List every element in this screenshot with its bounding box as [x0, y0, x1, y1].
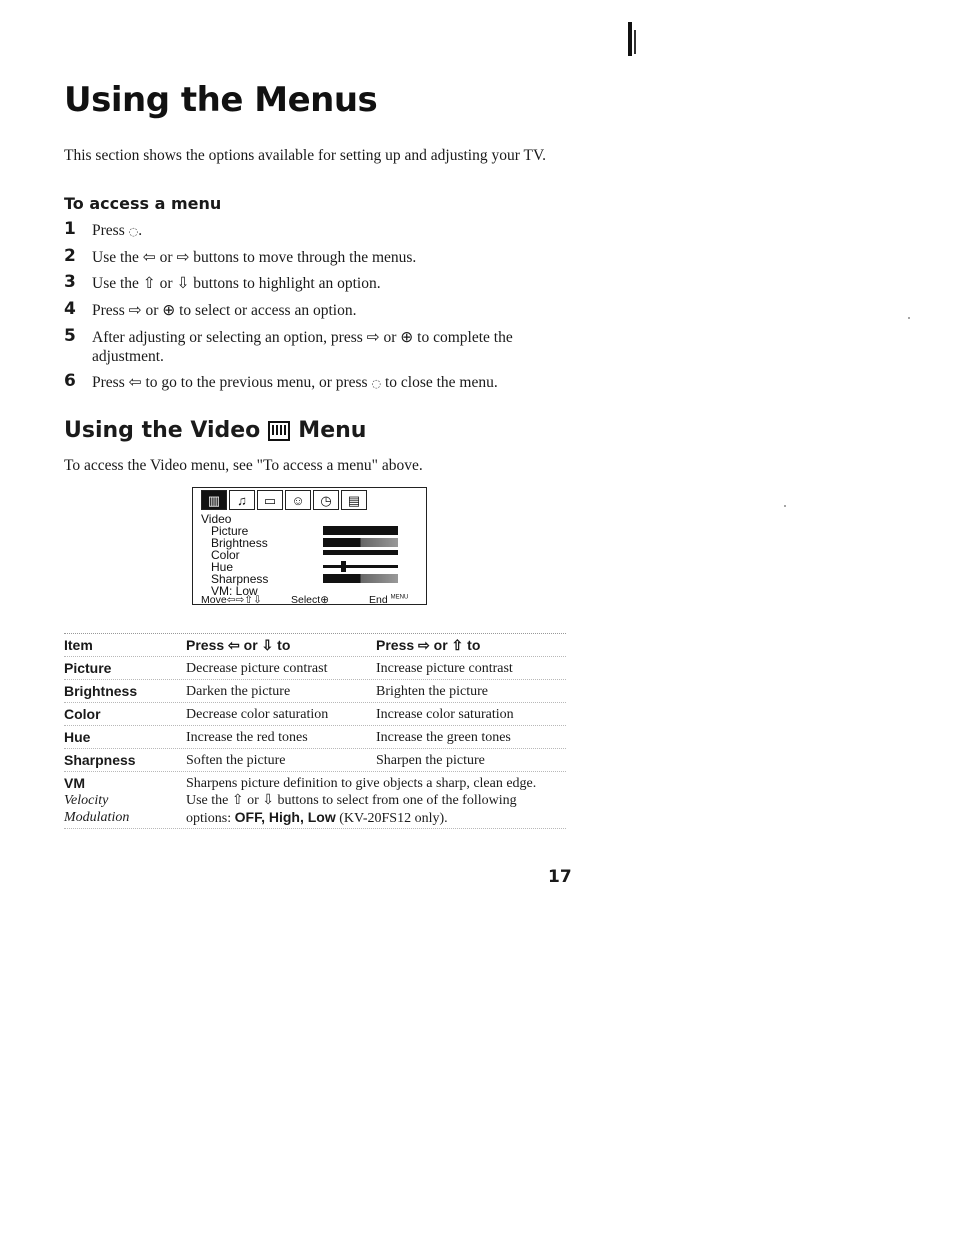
- video-icon: ▥: [201, 490, 227, 510]
- osd-row-sharpness: Sharpness: [211, 572, 269, 586]
- step-number: 6: [64, 371, 76, 391]
- move-hint: [201, 594, 262, 606]
- video-menu-icon: [268, 421, 290, 441]
- heading-text: Using the Video: [64, 418, 261, 443]
- table-row: [64, 703, 566, 726]
- row-right: Increase picture contrast: [376, 661, 513, 676]
- step-text: Use the ⇦ or ⇨ buttons to move through the menus.: [92, 249, 417, 266]
- video-menu-table: [64, 633, 566, 829]
- move-label: Move: [201, 594, 227, 606]
- sharpness-level-bar: [323, 574, 398, 583]
- vm-sub-velocity: Velocity: [64, 793, 109, 808]
- select-label: Select: [291, 594, 321, 606]
- scan-speck: [784, 505, 786, 507]
- table-row-vm: [64, 772, 566, 829]
- channel-icon: ▭: [257, 490, 283, 510]
- table-row: [64, 749, 566, 772]
- osd-row-brightness: Brightness: [211, 536, 268, 550]
- brightness-level-bar: [323, 538, 398, 547]
- menu-button-icon: ◌: [371, 377, 382, 390]
- row-item: [64, 775, 129, 826]
- vm-description: [186, 775, 551, 827]
- vm-sub-modulation: Modulation: [64, 810, 130, 825]
- setup-icon: ▤: [341, 490, 367, 510]
- osd-title: Video: [201, 512, 232, 526]
- osd-icon-bar: [201, 490, 369, 510]
- audio-icon: ♫: [229, 490, 255, 510]
- osd-row-hue: Hue: [211, 560, 234, 574]
- row-left: Decrease picture contrast: [186, 661, 328, 676]
- video-menu-heading: [64, 418, 366, 443]
- heading-text: Menu: [298, 418, 367, 443]
- table-header: [64, 633, 566, 657]
- hue-level-bar: [323, 565, 398, 568]
- table-row: [64, 726, 566, 749]
- timer-icon: ◷: [313, 490, 339, 510]
- row-item: Sharpness: [64, 752, 136, 768]
- vm-desc-text: Sharpens picture definition to give objects a sharp, clean edge. Use the ⇧ or ⇩ buttons to select from one of the following options:: [186, 776, 537, 826]
- step-1: [64, 221, 574, 241]
- color-level-bar: [323, 550, 398, 555]
- picture-level-bar: [323, 526, 398, 535]
- table-row: [64, 657, 566, 680]
- row-item: Color: [64, 706, 101, 722]
- step-text: Use the ⇧ or ⇩ buttons to highlight an option.: [92, 275, 381, 292]
- arrow-keys-icon: ⇦⇨⇧⇩: [226, 594, 262, 606]
- end-label: End: [369, 594, 388, 606]
- page-title: Using the Menus: [64, 80, 378, 120]
- select-button-icon: ⊕: [320, 594, 329, 606]
- step-text: Press ⇨ or ⊕ to select or access an option.: [92, 302, 357, 319]
- row-item: Picture: [64, 660, 112, 676]
- intro-text: This section shows the options available for setting up and adjusting your TV.: [64, 147, 547, 164]
- menu-button-icon: ◌: [128, 225, 139, 238]
- header-right: Press ⇨ or ⇧ to: [376, 637, 481, 653]
- select-hint: [291, 594, 329, 606]
- osd-screen: [192, 487, 427, 605]
- step-number: 3: [64, 272, 76, 292]
- step-number: 5: [64, 326, 76, 346]
- row-right: Brighten the picture: [376, 684, 488, 699]
- row-left: Increase the red tones: [186, 730, 308, 745]
- row-item: Brightness: [64, 683, 138, 699]
- step-6: [64, 373, 574, 393]
- row-item: Hue: [64, 729, 91, 745]
- table-row: [64, 680, 566, 703]
- row-left: Decrease color saturation: [186, 707, 329, 722]
- step-2: [64, 248, 574, 267]
- row-right: Increase color saturation: [376, 707, 514, 722]
- step-text-end: .: [138, 222, 143, 239]
- vm-options: OFF, High, Low: [234, 809, 336, 825]
- page-number: 17: [548, 867, 572, 887]
- step-4: [64, 301, 574, 320]
- step-text: After adjusting or selecting an option, press ⇨ or ⊕ to complete the adjustment.: [92, 329, 513, 365]
- row-right: Increase the green tones: [376, 730, 511, 745]
- row-right: Sharpen the picture: [376, 753, 485, 768]
- step-3: [64, 274, 574, 293]
- access-menu-heading: To access a menu: [64, 194, 222, 213]
- header-left: Press ⇦ or ⇩ to: [186, 637, 291, 653]
- step-number: 4: [64, 299, 76, 319]
- step-text: Press: [92, 222, 125, 239]
- osd-row-vm: VM: Low: [211, 584, 258, 598]
- scan-speck: [908, 317, 910, 319]
- vm-label: VM: [64, 775, 85, 791]
- end-hint: [369, 594, 408, 606]
- hue-knob: [341, 561, 346, 572]
- step-number: 2: [64, 246, 76, 266]
- vm-desc-end: (KV-20FS12 only).: [335, 811, 448, 826]
- video-intro-text: To access the Video menu, see "To access a menu" above.: [64, 457, 423, 474]
- step-5: [64, 328, 574, 366]
- step-text-end: to close the menu.: [384, 374, 498, 391]
- menu-button-icon: MENU: [390, 594, 409, 601]
- header-item: Item: [64, 637, 93, 653]
- scan-artifact: [628, 22, 632, 56]
- row-left: Darken the picture: [186, 684, 291, 699]
- step-number: 1: [64, 219, 76, 239]
- step-text: Press ⇦ to go to the previous menu, or press: [92, 374, 368, 391]
- row-left: Soften the picture: [186, 753, 286, 768]
- osd-row-color: Color: [211, 548, 240, 562]
- osd-row-picture: Picture: [211, 524, 249, 538]
- parental-icon: ☺: [285, 490, 311, 510]
- scan-artifact: [634, 30, 636, 54]
